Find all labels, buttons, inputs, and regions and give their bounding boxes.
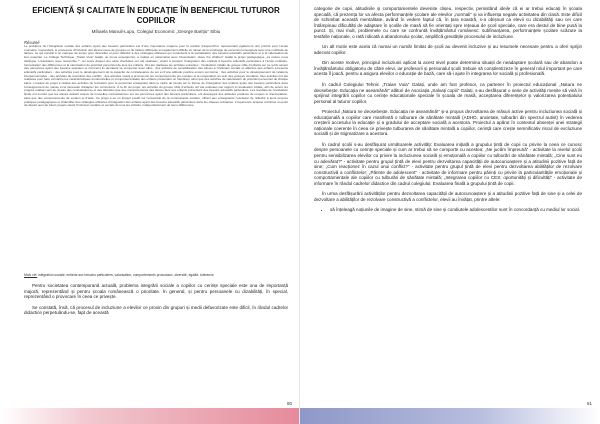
left-paragraph: Pentru societatea contemporană actuală, problema integrării sociale a copiilor cu cerințe speciale este una de importanță majoră, reprezentând și pentru școala românească o prioritate. În general, și pentru persoanele cu dizabilități, în special, reprezentând o provocare în ceea ce privește. [24,283,288,300]
abstract-heading: Résumé [24,40,40,45]
right-bullet-list [322,207,582,213]
right-paragraph: Un alt motiv este acela că numai un număr limitat de școli au devenit incluzive și au resursele necesare pentru a oferi sprijin adecvat copiilor. [314,44,582,55]
article-title [24,6,288,26]
right-paragraph: În cadrul Colegiului Tehnic „Traian Vuia” Galați, unde am fost profesor, ca partener în proiectul educațional „Natura ne deosebește. Educația ne aseamănă!” alături de Asociația „Salvați copiii” Galați, s-au desfășurat o serie de activități menite să vină în sprijinul integrării copiilor cu cerințe educaționale speciale în școala de masă, acceptarea diferențelor și valorizarea potențialului personal al tuturor copiilor. [314,82,582,104]
list-item: • să înțeleagă noțiunile de imagine de sine, stimă de sine și condiutele adolescentilor sunt în concordanță cu mediul lor social. [330,207,582,213]
right-paragraph: Din aceste motive, principiul incluziunii aplicat la acest nivel poate determina situații de neadaptare școlară sau de abandon a învățământului obligatoriu de către elevi, iar profesorii și personalul școlii trebuie să conștientizeze în general rolul important pe care acesta îl joacă, pentru a asigura elevilor o educație de bază, care să-i ajute în integrarea lor socială și profesională. [314,60,582,77]
right-footer-band [300,408,600,424]
right-column [314,6,582,213]
article-title-line2: COPIILOR [136,16,176,25]
right-page [300,0,600,424]
keywords-text: intégration sociale, enfants aux besoins particuliers, valorisation, comportements prosociaux, diversité, égalité, tolérance [38,273,214,277]
right-paragraph: În cadrul școlii s-au desfășurat următoarele activități: Evaluarea inițială a grupului țintă de copii cu privire la ceea ce cunosc despre persoanele cu cerințe speciale și cum ar trebui să se comporte cu acestea; „Ne jucăm împreună” - activitate la nivelul școlii pentru sensibilizarea elevilor cu privire la incluziunea socială și emoțională a copiilor cu tulburări de sănătate mintală; „Cine sunt eu cu adevărat?” - activitate pentru grupul țintă de elevi pentru dezvoltarea capacității de autocunoaștere și a atitudinii pozitive față de sine; „Cum reacționez în cazul unui conflict?” - activitate pentru grupul țintă de elevi pentru dezvoltarea abilităților de rezolvare constructivă a conflictelor; „Părinte de adolescent” - activitate de informare pentru părinți cu privire la particularitățile emoționale și comportamentale ale copiilor cu tulburări de sănătate mintală; „Integrarea copiilor cu CES: oportunități și dificultăți” - activitate de informare în rândul cadrelor didactice din cadrul colegiului; Evaluarea finală a grupului țintă de copii. [314,141,582,186]
right-paragraph: În urma desfășurării activităților pentru dezvoltarea capacității de autocunoaștere și a atitudinii pozitive față de sine și a celei de dezvoltare a abilităților de rezolvare constructivă a conflictelor, elevii au învățat, printre altele: [314,191,582,202]
left-footer-band [0,408,300,424]
left-paragraph: Se constată, însă, că procesul de incluziune a elevilor ce provin din grupuri și medii defavorizate este dificil, în rândul cadrelor didactice perpetuându-se, fapt de această [24,304,288,316]
right-paragraph: categorie de copii, atitudinile și comportamentele devenite clișeu, respectiv, persistând ideile că ei ar trebui educați în școala specială, că prezența lor va afecta performanțele școlare ale elevilor „normali” și va influența negativ activitatea din clasă. Este dificil de schimbat această mentalitate, având în vedere faptul că, în țara noastră, s-a obișnuit ca elevii cu dizabilități sau cei care întâmpinau dificultăți de adaptare în școlile de masă să fie orientați spre rețeaua de școli speciale, care era destul de bine pusă la punct. Și, mai mult, problemele cu care se confruntă învățământul românesc: subfinanțarea, performanțele școlare scăzute la testările naționale, o rată ridicată a abandonului școlar, amplifică greutățile procesului de incluziune. [314,6,582,39]
left-column [24,6,288,321]
page-number-left: 80 [286,401,292,406]
article-title-line1: EFICIENȚĂ ȘI CALITATE ÎN EDUCAȚIE ÎN BENEFICIUL TUTUROR [32,6,280,15]
keywords-label: Mots clé: [24,273,38,277]
abstract-text: Le problème de l’intégration sociale des enfants ayant des besoins particuliers est d’une importance majeure pour la société d’aujourd’hui, représentant également une priorité pour l’école roumaine. Cependant, le processus d’inclusion des élèves issus de groupes et de milieux différents est également difficile en raison de la surcharge du personnel enseignant avec une multitude de tâches, ce qui conduit à un manque de temps pour diversifier et pour réfléchir à des stratégies efficaces qui conduisent à la socialisation des besoins éducatifs particuliers et à la valorisation de leur potentiel. Le Collège Technique „Traian Vuia” Galați, ou (nous enseignons), a réalisé en partenariat avec l’Association „Save the children” Galați le projet pédagogique „La nature nous distingue. L’éducation nous ressemble !”, au cours duquel une série d’activités ont été réalisées, visant à soutenir l’intégration des enfants à besoins éducatifs particuliers à l’école ordinaire, l’acceptation des différences et la valorisation du potentiel personnel de tous les enfants. Ont été réalisées les activités suivantes : l’évaluation initiale du groupe cible d’enfants sur ce qu’ils savent des personnes ayant des besoins spéciaux et comment ils devraient se comporter avec elles ; des activités de sensibilisation des élèves à l’inclusion sociale et affective des enfants à besoins éducatifs particuliers ; des activités pour le développement de la capacité de connaissance de soi et d’une attitude positive envers soi-même ; des activités pour le développement de relations interpersonnelles ; des activités de résolution des conflits ; des activités visant à promouvoir les comportements pro-sociaux et la coopération au sein des groupes d’enfants. Des activités ont été réalisées pour faire connaître les caractéristiques émotionnelles et comportementales des enfants présentant un handicap, ainsi que des activités de valorisation du potentiel personnel de chaque élève. L’équipe de projet a réalisé des activités de formation pour le personnel enseignant dans le cadre de l’école sur le thème de l’intégration des enfants ayant des besoins particuliers dans l’enseignement de masse et la nécessité d’adapter les curriculums. À la fin du projet, les activités du groupe cible d’enfants ont été évaluées par rapport à l’évaluation initiale, afin de suivre les progrès réalisés tant au niveau des connaissances et des attitudes que des comportements des élèves face aux enfants présentant des besoins éducatifs particuliers. Les résultats de l’évaluation finale ont montré que les élèves avaient acquis de nouvelles connaissances sur les personnes ayant des besoins particuliers, ont développé des attitudes positives de respect et d’acceptation, ainsi que des comportements de soutien et d’aide. Ce projet a eu un impact positif sur l’ensemble de la communauté scolaire, offrant aux enseignants l’occasion de réfléchir à leurs propres pratiques pédagogiques et d’identifier des stratégies efficaces d’intégration des enfants ayant des besoins éducatifs particuliers dans les classes ordinaires. L’expérience acquise constitue un point de départ pour de futurs projets visant l’inclusion scolaire et sociale de tous les enfants, indépendamment de leurs différences. [24,45,288,108]
keywords [24,273,288,277]
page-number-right: 81 [586,401,592,406]
article-author: Mihaela Manuil-Lupu, Colegiul Economic „George Barițiu” Sibiu [91,29,221,34]
right-paragraph: Proiectul „Natura ne deosebește. Educația ne aseamănă!” și-a propus dezvoltarea de măsuri active pentru incluziunea socială și educațională a copiilor care manifestă o tulburare de sănătate mintală (ADHD, anxietate, tulburări din spectrul autist) în vederea creșterii accesului la educație și a gradului de acceptare socială a acestora. Proiectul a apărut în contextul absenței unei strategii naționale coerente în ceea ce privește tulburarea de sănătate mintală a copiilor, cerință care crește semnificativ riscul de excluziune socială și de stigmatizare a acestora. [314,109,582,137]
